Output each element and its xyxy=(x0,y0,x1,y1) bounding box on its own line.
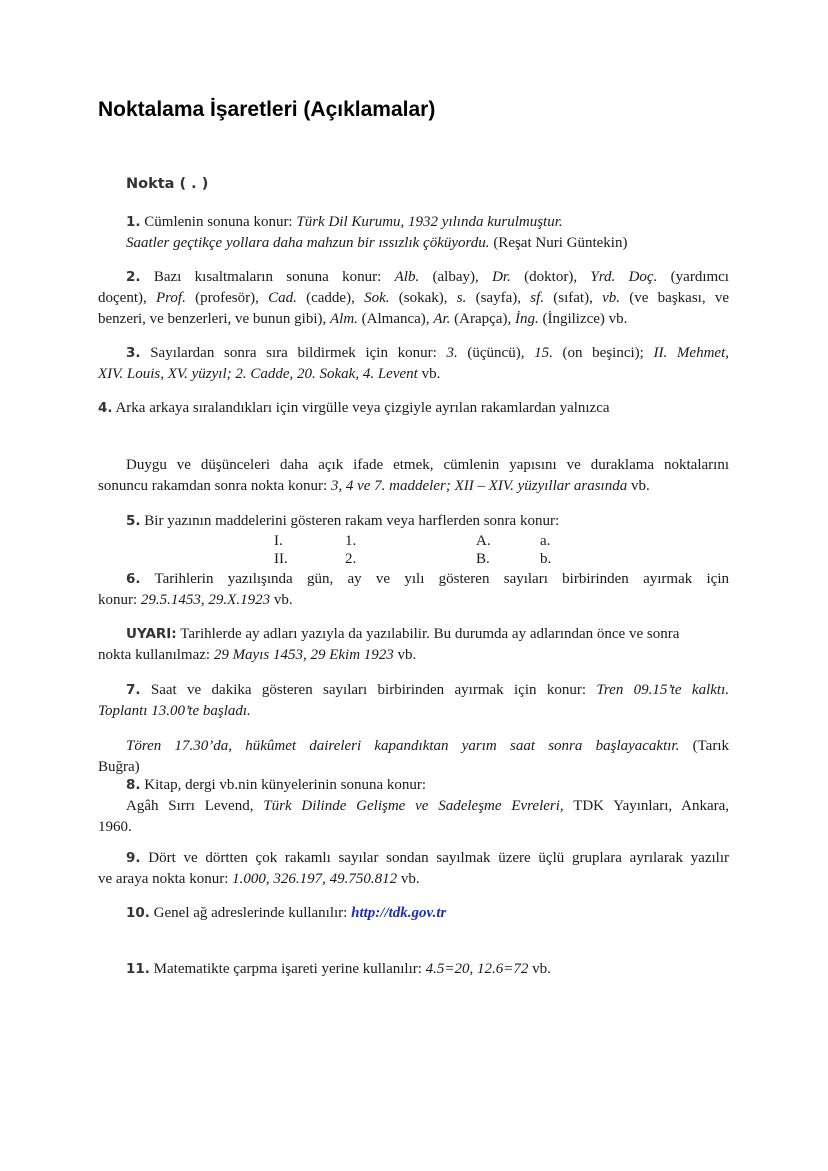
list-marker: B. xyxy=(476,551,490,567)
rule-1: 1. Cümlenin sonuna konur: Türk Dil Kurumu, 1932 yılında kurulmuştur. Saatler geçtikçe yollara daha mahzun bir ıssızlık çöküyordu. (Reşat Nuri Güntekin) xyxy=(126,214,628,251)
rule-number: 4. xyxy=(98,400,113,416)
tdk-website-link[interactable]: http://tdk.gov.tr xyxy=(351,905,447,921)
rule-number: 1. xyxy=(126,214,141,230)
rule-4: 4. Arka arkaya sıralandıkları için virgülle veya çizgiyle ayrılan rakamlardan yalnızca xyxy=(98,400,610,416)
list-marker: a. xyxy=(540,533,551,549)
rule-3: 3. Sayılardan sonra sıra bildirmek için konur: 3. (üçüncü), 15. (on beşinci); II. Mehmet, XIV. Louis, XV. yüzyıl; 2. Cadde, 20. Sokak, 4. Levent vb. xyxy=(98,345,729,382)
rule-number: 7. xyxy=(126,682,141,698)
warning-note: UYARI: Tarihlerde ay adları yazıyla da yazılabilir. Bu durumda ay adlarından önce ve sonra nokta kullanılmaz: 29 Mayıs 1453, 29 Ekim 1923 vb. xyxy=(98,626,680,663)
rule-number: 9. xyxy=(126,850,141,866)
rule-number: 3. xyxy=(126,345,141,361)
rule-number: 8. xyxy=(126,777,141,793)
rule-number: 5. xyxy=(126,513,141,529)
rule-number: 6. xyxy=(126,571,141,587)
list-marker: A. xyxy=(476,533,491,549)
rule-2: 2. Bazı kısaltmaların sonuna konur: Alb. (albay), Dr. (doktor), Yrd. Doç. (yardımcı doçent), Prof. (profesör), Cad. (cadde), Sok. (sokak), s. (sayfa), sf. (sıfat), vb. (ve başkası, ve benzeri, ve benzerleri, ve bunun gibi), Alm. (Almanca), Ar. (Arapça), İng. (İngilizce) vb. xyxy=(98,269,729,327)
rule-number: 11. xyxy=(126,961,150,977)
rule-6: 6. Tarihlerin yazılışında gün, ay ve yılı gösteren sayıları birbirinden ayırmak için konur: 29.5.1453, 29.X.1923 vb. xyxy=(98,571,729,608)
rule-11: 11. Matematikte çarpma işareti yerine kullanılır: 4.5=20, 12.6=72 vb. xyxy=(126,961,551,977)
list-marker: 2. xyxy=(345,551,357,567)
page-title: Noktalama İşaretleri (Açıklamalar) xyxy=(98,98,436,121)
list-marker: II. xyxy=(274,551,288,567)
list-marker: I. xyxy=(274,533,283,549)
list-marker: b. xyxy=(540,551,552,567)
rule-9: 9. Dört ve dörtten çok rakamlı sayılar sondan sayılmak üzere üçlü gruplara ayrılarak yazılır ve araya nokta konur: 1.000, 326.197, 49.750.812 vb. xyxy=(98,850,729,887)
rule-number: 2. xyxy=(126,269,141,285)
warning-label: UYARI: xyxy=(126,626,177,642)
rule-8: 8. Kitap, dergi vb.nin künyelerinin sonuna konur: Agâh Sırrı Levend, Türk Dilinde Gelişme ve Sadeleşme Evreleri, TDK Yayınları, Ankara, 1960. xyxy=(98,777,730,835)
section-heading: Nokta ( . ) xyxy=(126,176,209,192)
rule-4-continued: Duygu ve düşünceleri daha açık ifade etmek, cümlenin yapısını ve duraklama noktalarını sonuncu rakamdan sonra nokta konur: 3, 4 ve 7. maddeler; XII – XIV. yüzyıllar arasında vb. xyxy=(98,457,729,494)
rule-number: 10. xyxy=(126,905,150,921)
list-marker: 1. xyxy=(345,533,357,549)
rule-5: 5. Bir yazının maddelerini gösteren rakam veya harflerden sonra konur: xyxy=(126,513,560,529)
rule-7-example: Tören 17.30’da, hükûmet daireleri kapandıktan yarım saat sonra başlayacaktır. (Tarık Buğra) xyxy=(98,738,729,775)
rule-7: 7. Saat ve dakika gösteren sayıları birbirinden ayırmak için konur: Tren 09.15’te kalktı. Toplantı 13.00’te başladı. xyxy=(98,682,729,719)
rule-10: 10. Genel ağ adreslerinde kullanılır: http://tdk.gov.tr xyxy=(126,905,447,921)
